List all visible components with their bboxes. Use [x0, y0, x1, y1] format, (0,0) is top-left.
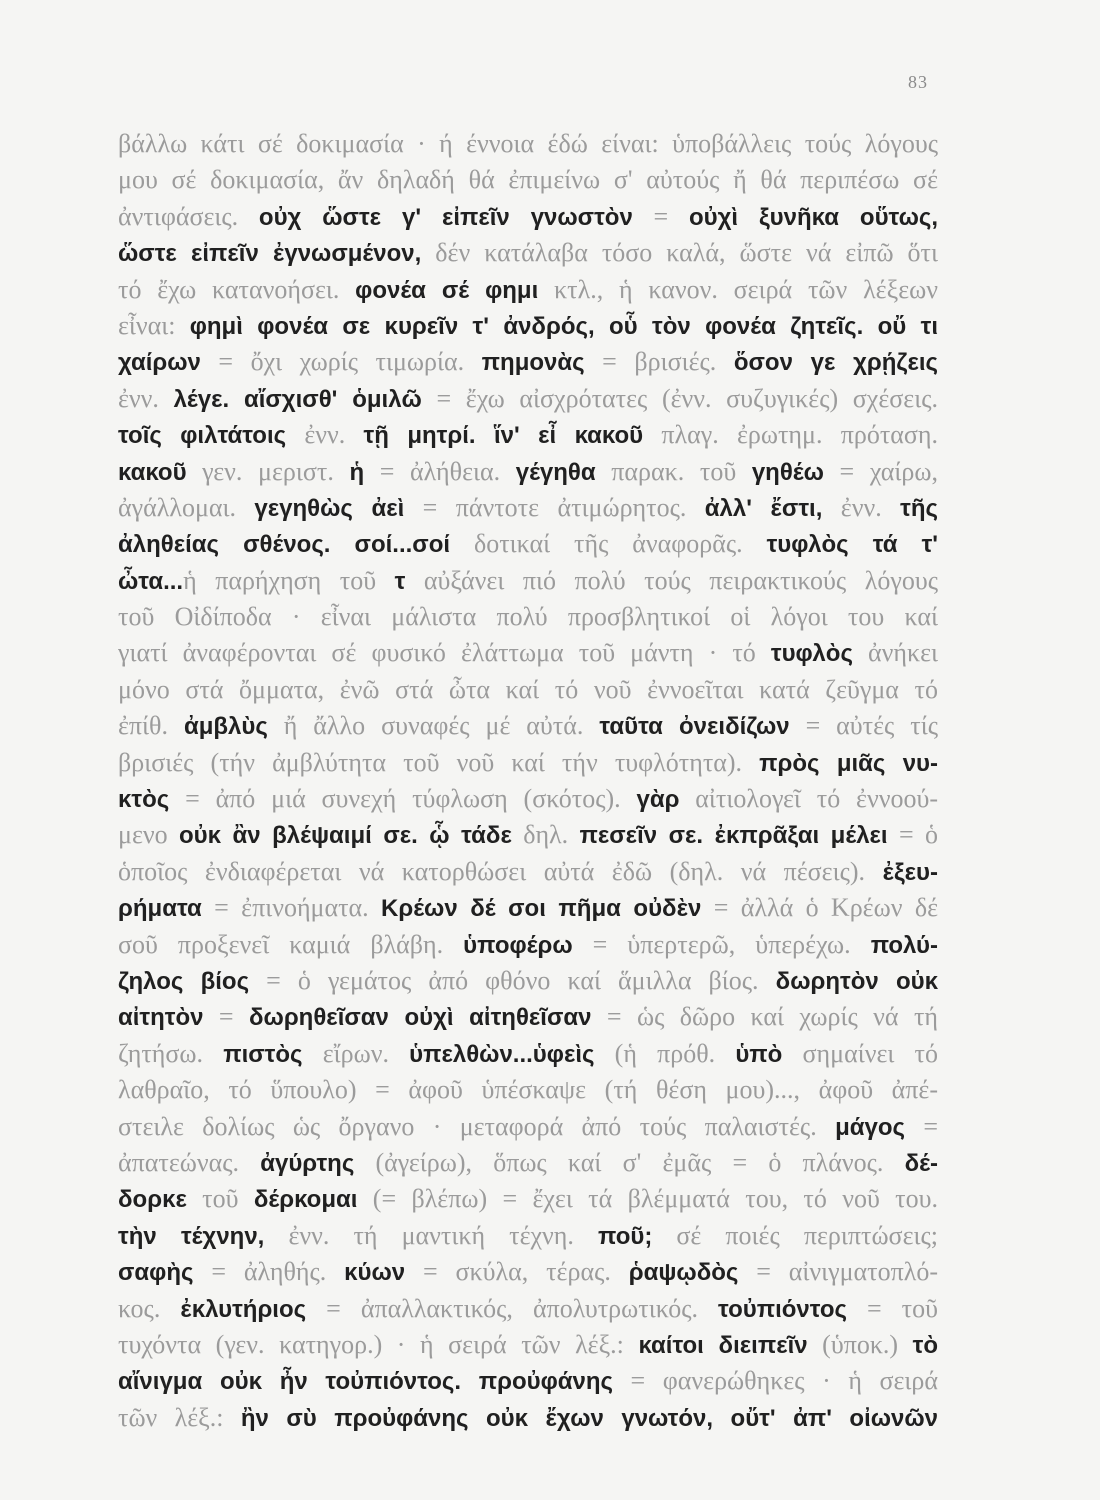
- commentary-note: ἐνν.: [286, 420, 364, 450]
- commentary-note: εἴρων.: [302, 1038, 410, 1068]
- commentary-note: = ἀλήθεια.: [364, 456, 516, 486]
- commentary-note: (ὑποκ.): [807, 1329, 913, 1359]
- greek-lemma: κύων: [344, 1259, 406, 1287]
- greek-lemma: ὑποφέρω: [463, 931, 573, 959]
- greek-lemma: τὸ: [912, 1331, 938, 1359]
- commentary-note: παρακ. τοῦ: [595, 456, 752, 486]
- text-line: [118, 1036, 938, 1072]
- text-line: [118, 563, 938, 599]
- text-line: [118, 1363, 938, 1399]
- text-line: [118, 1109, 938, 1145]
- text-line: [118, 1181, 938, 1217]
- greek-lemma: δωρηθεῖσαν οὐχὶ αἰτηθεῖσαν: [249, 1004, 592, 1032]
- greek-lemma: μάγος: [835, 1113, 905, 1141]
- greek-lemma: γηθέω: [751, 458, 824, 486]
- commentary-note: ἐνν. τή μαντική τέχνη.: [264, 1220, 598, 1250]
- commentary-note: βρισιές (τήν ἀμβλύτητα τοῦ νοῦ καί τήν τυφλότητα).: [118, 747, 760, 777]
- greek-lemma: ζηλος βίος: [118, 967, 250, 995]
- text-line: [118, 963, 938, 999]
- greek-lemma: πεσεῖν σε. ἐκπρᾶξαι μέλει: [579, 822, 888, 850]
- text-line: [118, 854, 938, 890]
- commentary-note: ἀπατεώνας.: [118, 1147, 261, 1177]
- commentary-note: ἐνν.: [822, 492, 901, 522]
- greek-lemma: οὐκ ἂν βλέψαιμί σε. ᾧ τάδε: [178, 822, 512, 850]
- commentary-note: βάλλω κάτι σέ δοκιμασία · ή έννοια έδώ είναι: ὑποβάλλεις τούς λόγους: [118, 129, 938, 158]
- greek-lemma: κτὸς: [118, 786, 170, 814]
- greek-lemma: πολύ-: [870, 931, 938, 959]
- greek-lemma: χαίρων: [118, 349, 201, 377]
- greek-lemma: ἀληθείας σθένος. σοί...σοί: [118, 531, 451, 559]
- text-line: [118, 599, 938, 635]
- commentary-note: ἤ ἄλλο συναφές μέ αὐτά.: [267, 711, 600, 741]
- commentary-note: ὁποῖος ἐνδιαφέρεται νά κατορθώσει αὐτά ἐδῶ (δηλ. νά πέσεις).: [118, 856, 883, 886]
- greek-lemma: τοῖς φιλτάτοις: [118, 422, 287, 450]
- greek-lemma: τυφλὸς: [770, 640, 853, 668]
- greek-lemma: ὦτα...: [118, 567, 184, 595]
- text-line: [118, 672, 938, 708]
- greek-lemma: ἐκλυτήριος: [180, 1295, 307, 1323]
- text-line: [118, 454, 938, 490]
- greek-lemma: οὐχ ὥστε γ' εἰπεῖν γνωστὸν: [258, 203, 633, 231]
- text-line: [118, 1327, 938, 1363]
- commentary-note: =: [905, 1111, 938, 1141]
- greek-lemma: ταῦτα ὀνειδίζων: [599, 713, 790, 741]
- greek-lemma: αἰτητὸν: [118, 1004, 204, 1032]
- greek-lemma: γεγηθὼς ἀεὶ: [254, 494, 405, 522]
- commentary-note: = σκύλα, τέρας.: [405, 1257, 629, 1287]
- text-line: [118, 490, 938, 526]
- text-line: [118, 1072, 938, 1108]
- commentary-note: εἶναι:: [118, 310, 190, 340]
- commentary-note: μου σέ δοκιμασία, ἄν δηλαδή θά ἐπιμείνω σ' αὐτούς ἤ θά περιπέσω σέ: [118, 165, 938, 195]
- greek-lemma: δωρητὸν οὐκ: [775, 967, 938, 995]
- greek-lemma: ἡ: [349, 458, 365, 486]
- commentary-note: =: [632, 201, 689, 231]
- commentary-note: δηλ.: [511, 820, 580, 850]
- commentary-note: κτλ., ἡ κανον. σειρά τῶν λέξεων: [538, 274, 938, 304]
- commentary-note: τοῦ Οἰδίποδα · εἶναι μάλιστα πολύ προσβλητικοί οἱ λόγοι του καί: [118, 602, 938, 632]
- commentary-note: μόνο στά ὄμματα, ἐνῶ στά ὦτα καί τό νοῦ ἐννοεῖται κατά ζεῦγμα τό: [118, 674, 938, 704]
- commentary-note: μενο: [118, 820, 179, 850]
- commentary-note: τῶν λέξ.:: [118, 1402, 241, 1432]
- commentary-note: ἐνν.: [118, 383, 174, 413]
- text-line: [118, 308, 938, 344]
- greek-lemma: γέγηθα: [515, 458, 596, 486]
- text-line: [118, 272, 938, 308]
- commentary-note: σοῦ προξενεῖ καμιά βλάβη.: [118, 929, 464, 959]
- commentary-note: = ἔχω αἰσχρότατες (ἐνν. συζυγικές) σχέσεις.: [421, 383, 938, 413]
- greek-lemma: πρὸς μιᾶς νυ-: [759, 749, 938, 777]
- commentary-note: γεν. μεριστ.: [186, 456, 350, 486]
- commentary-note: = πάντοτε ἀτιμώρητος.: [404, 492, 705, 522]
- commentary-note: (ἀγείρω), ὅπως καί σ' ἐμᾶς = ὁ πλάνος.: [354, 1147, 905, 1177]
- text-line: [118, 344, 938, 380]
- commentary-note: = χαίρω,: [823, 456, 938, 486]
- greek-lemma: ἐξευ-: [882, 858, 938, 886]
- commentary-note: = ὁ: [887, 820, 938, 850]
- greek-lemma: ποῦ;: [598, 1222, 653, 1250]
- greek-lemma: ὑπὸ: [735, 1040, 783, 1068]
- text-line: [118, 1254, 938, 1290]
- greek-lemma: σαφὴς: [118, 1259, 194, 1287]
- text-line: [118, 817, 938, 853]
- commentary-note: ζητήσω.: [118, 1038, 224, 1068]
- greek-lemma: πημονὰς: [481, 349, 585, 377]
- commentary-note: ἀντιφάσεις.: [118, 201, 259, 231]
- commentary-note: = ἀληθής.: [193, 1257, 345, 1287]
- commentary-note: = ὄχι χωρίς τιμωρία.: [200, 347, 482, 377]
- text-line: [118, 890, 938, 926]
- text-line: [118, 999, 938, 1035]
- commentary-note: δέν κατάλαβα τόσο καλά, ὥστε νά εἰπῶ ὅτι: [421, 238, 938, 268]
- text-line: [118, 1145, 938, 1181]
- commentary-note: πλαγ. ἐρωτημ. πρόταση.: [643, 420, 938, 450]
- commentary-note: τυχόντα (γεν. κατηγορ.) · ἡ σειρά τῶν λέξ.:: [118, 1329, 639, 1359]
- greek-lemma: τυφλὸς τά τ': [766, 531, 938, 559]
- greek-lemma: φημὶ φονέα σε κυρεῖν τ' ἀνδρός, οὗ τὸν φονέα ζητεῖς. οὔ τι: [189, 312, 938, 340]
- greek-lemma: γὰρ: [636, 786, 680, 814]
- greek-lemma: τ: [394, 567, 406, 595]
- text-line: [118, 126, 938, 162]
- commentary-note: ἀνήκει: [852, 638, 938, 668]
- greek-lemma: ὅσον γε χρῄζεις: [733, 349, 938, 377]
- greek-lemma: κακοῦ: [118, 458, 187, 486]
- commentary-note: ἡ παρήχηση τοῦ: [183, 565, 395, 595]
- commentary-note: = ὑπερτερῶ, ὑπερέχω.: [572, 929, 871, 959]
- commentary-note: (ἡ πρόθ.: [594, 1038, 736, 1068]
- greek-lemma: λέγε. αἴσχισθ' ὁμιλῶ: [173, 385, 422, 413]
- text-line: [118, 526, 938, 562]
- text-line: [118, 927, 938, 963]
- commentary-note: = αὐτές τίς: [789, 711, 938, 741]
- greek-lemma: ῥαψῳδὸς: [628, 1259, 739, 1287]
- commentary-note: = αἰνιγματοπλό-: [738, 1257, 938, 1287]
- commentary-note: = ἀπαλλακτικός, ἀπολυτρωτικός.: [306, 1293, 719, 1323]
- commentary-note: =: [203, 1002, 249, 1032]
- commentary-note: (= βλέπω) = ἔχει τά βλέμματά του, τό νοῦ του.: [357, 1184, 938, 1214]
- greek-lemma: ὥστε εἰπεῖν ἐγνωσμένον,: [118, 240, 422, 268]
- greek-lemma: ἀμβλὺς: [183, 713, 268, 741]
- commentary-note: τό ἔχω κατανοήσει.: [118, 274, 356, 304]
- greek-lemma: καίτοι διειπεῖν: [638, 1331, 808, 1359]
- commentary-note: = βρισιές.: [584, 347, 734, 377]
- greek-lemma: τῇ μητρί. ἵν' εἶ κακοῦ: [363, 422, 644, 450]
- commentary-note: = τοῦ: [846, 1293, 938, 1323]
- commentary-note: αἰτιολογεῖ τό ἐννοού-: [679, 784, 938, 814]
- greek-lemma: δέ-: [904, 1149, 938, 1177]
- text-line: [118, 708, 938, 744]
- commentary-note: ἐπίθ.: [118, 711, 184, 741]
- text-line: [118, 1218, 938, 1254]
- page-number: 83: [908, 72, 928, 92]
- greek-lemma: Κρέων δέ σοι πῆμα οὐδὲν: [381, 895, 702, 923]
- text-line: [118, 235, 938, 271]
- commentary-note: αὐξάνει πιό πολύ τούς πειρακτικούς λόγους: [405, 565, 938, 595]
- text-line: [118, 781, 938, 817]
- commentary-note: δοτικαί τῆς ἀναφορᾶς.: [450, 529, 767, 559]
- greek-lemma: ρήματα: [118, 895, 202, 923]
- greek-lemma: ἀγύρτης: [260, 1149, 355, 1177]
- greek-lemma: φονέα σέ φημι: [355, 276, 539, 304]
- greek-lemma: τῆς: [900, 494, 938, 522]
- greek-lemma: αἴνιγμα οὐκ ἦν τοὐπιόντος. προὐφάνης: [118, 1368, 613, 1396]
- commentary-note: τοῦ: [186, 1184, 254, 1214]
- commentary-text: [118, 126, 938, 1436]
- commentary-note: = ἐπινοήματα.: [201, 893, 382, 923]
- greek-lemma: ἀλλ' ἔστι,: [704, 494, 823, 522]
- commentary-note: γιατί ἀναφέρονται σέ φυσικό ἐλάττωμα τοῦ μάντη · τό: [118, 638, 771, 668]
- commentary-note: = ὁ γεμάτος ἀπό φθόνο καί ἅμιλλα βίος.: [249, 965, 776, 995]
- greek-lemma: ἢν σὺ προὐφάνης οὐκ ἔχων γνωτόν, οὔτ' ἀπ' οἰωνῶν: [240, 1404, 938, 1432]
- text-line: [118, 1400, 938, 1436]
- commentary-note: = ἀπό μιά συνεχή τύφλωση (σκότος).: [169, 784, 637, 814]
- text-line: [118, 199, 938, 235]
- greek-lemma: δορκε: [118, 1186, 187, 1214]
- text-line: [118, 162, 938, 198]
- greek-lemma: οὐχὶ ξυνῆκα οὕτως,: [688, 203, 938, 231]
- commentary-note: στειλε δολίως ὡς ὄργανο · μεταφορά ἀπό τούς παλαιστές.: [118, 1111, 836, 1141]
- greek-lemma: τὴν τέχνην,: [118, 1222, 265, 1250]
- text-line: [118, 635, 938, 671]
- commentary-note: = φανερώθηκες · ἡ σειρά: [613, 1366, 938, 1396]
- greek-lemma: πιστὸς: [223, 1040, 303, 1068]
- commentary-note: ἀγάλλομαι.: [118, 492, 255, 522]
- commentary-note: λαθραῖο, τό ὕπουλο) = ἀφοῦ ὑπέσκαψε (τή θέση μου)..., ἀφοῦ ἀπέ-: [118, 1075, 938, 1105]
- text-line: [118, 381, 938, 417]
- text-line: [118, 745, 938, 781]
- greek-lemma: δέρκομαι: [253, 1186, 358, 1214]
- commentary-note: = ὡς δῶρο καί χωρίς νά τή: [591, 1002, 938, 1032]
- commentary-note: σημαίνει τό: [782, 1038, 938, 1068]
- commentary-note: σέ ποιές περιπτώσεις;: [652, 1220, 938, 1250]
- text-line: [118, 417, 938, 453]
- greek-lemma: ὑπελθὼν...ὑφεὶς: [409, 1040, 595, 1068]
- greek-lemma: τοὐπιόντος: [718, 1295, 847, 1323]
- text-line: [118, 1291, 938, 1327]
- commentary-note: = ἀλλά ὁ Κρέων δέ: [701, 893, 938, 923]
- commentary-note: κος.: [118, 1293, 181, 1323]
